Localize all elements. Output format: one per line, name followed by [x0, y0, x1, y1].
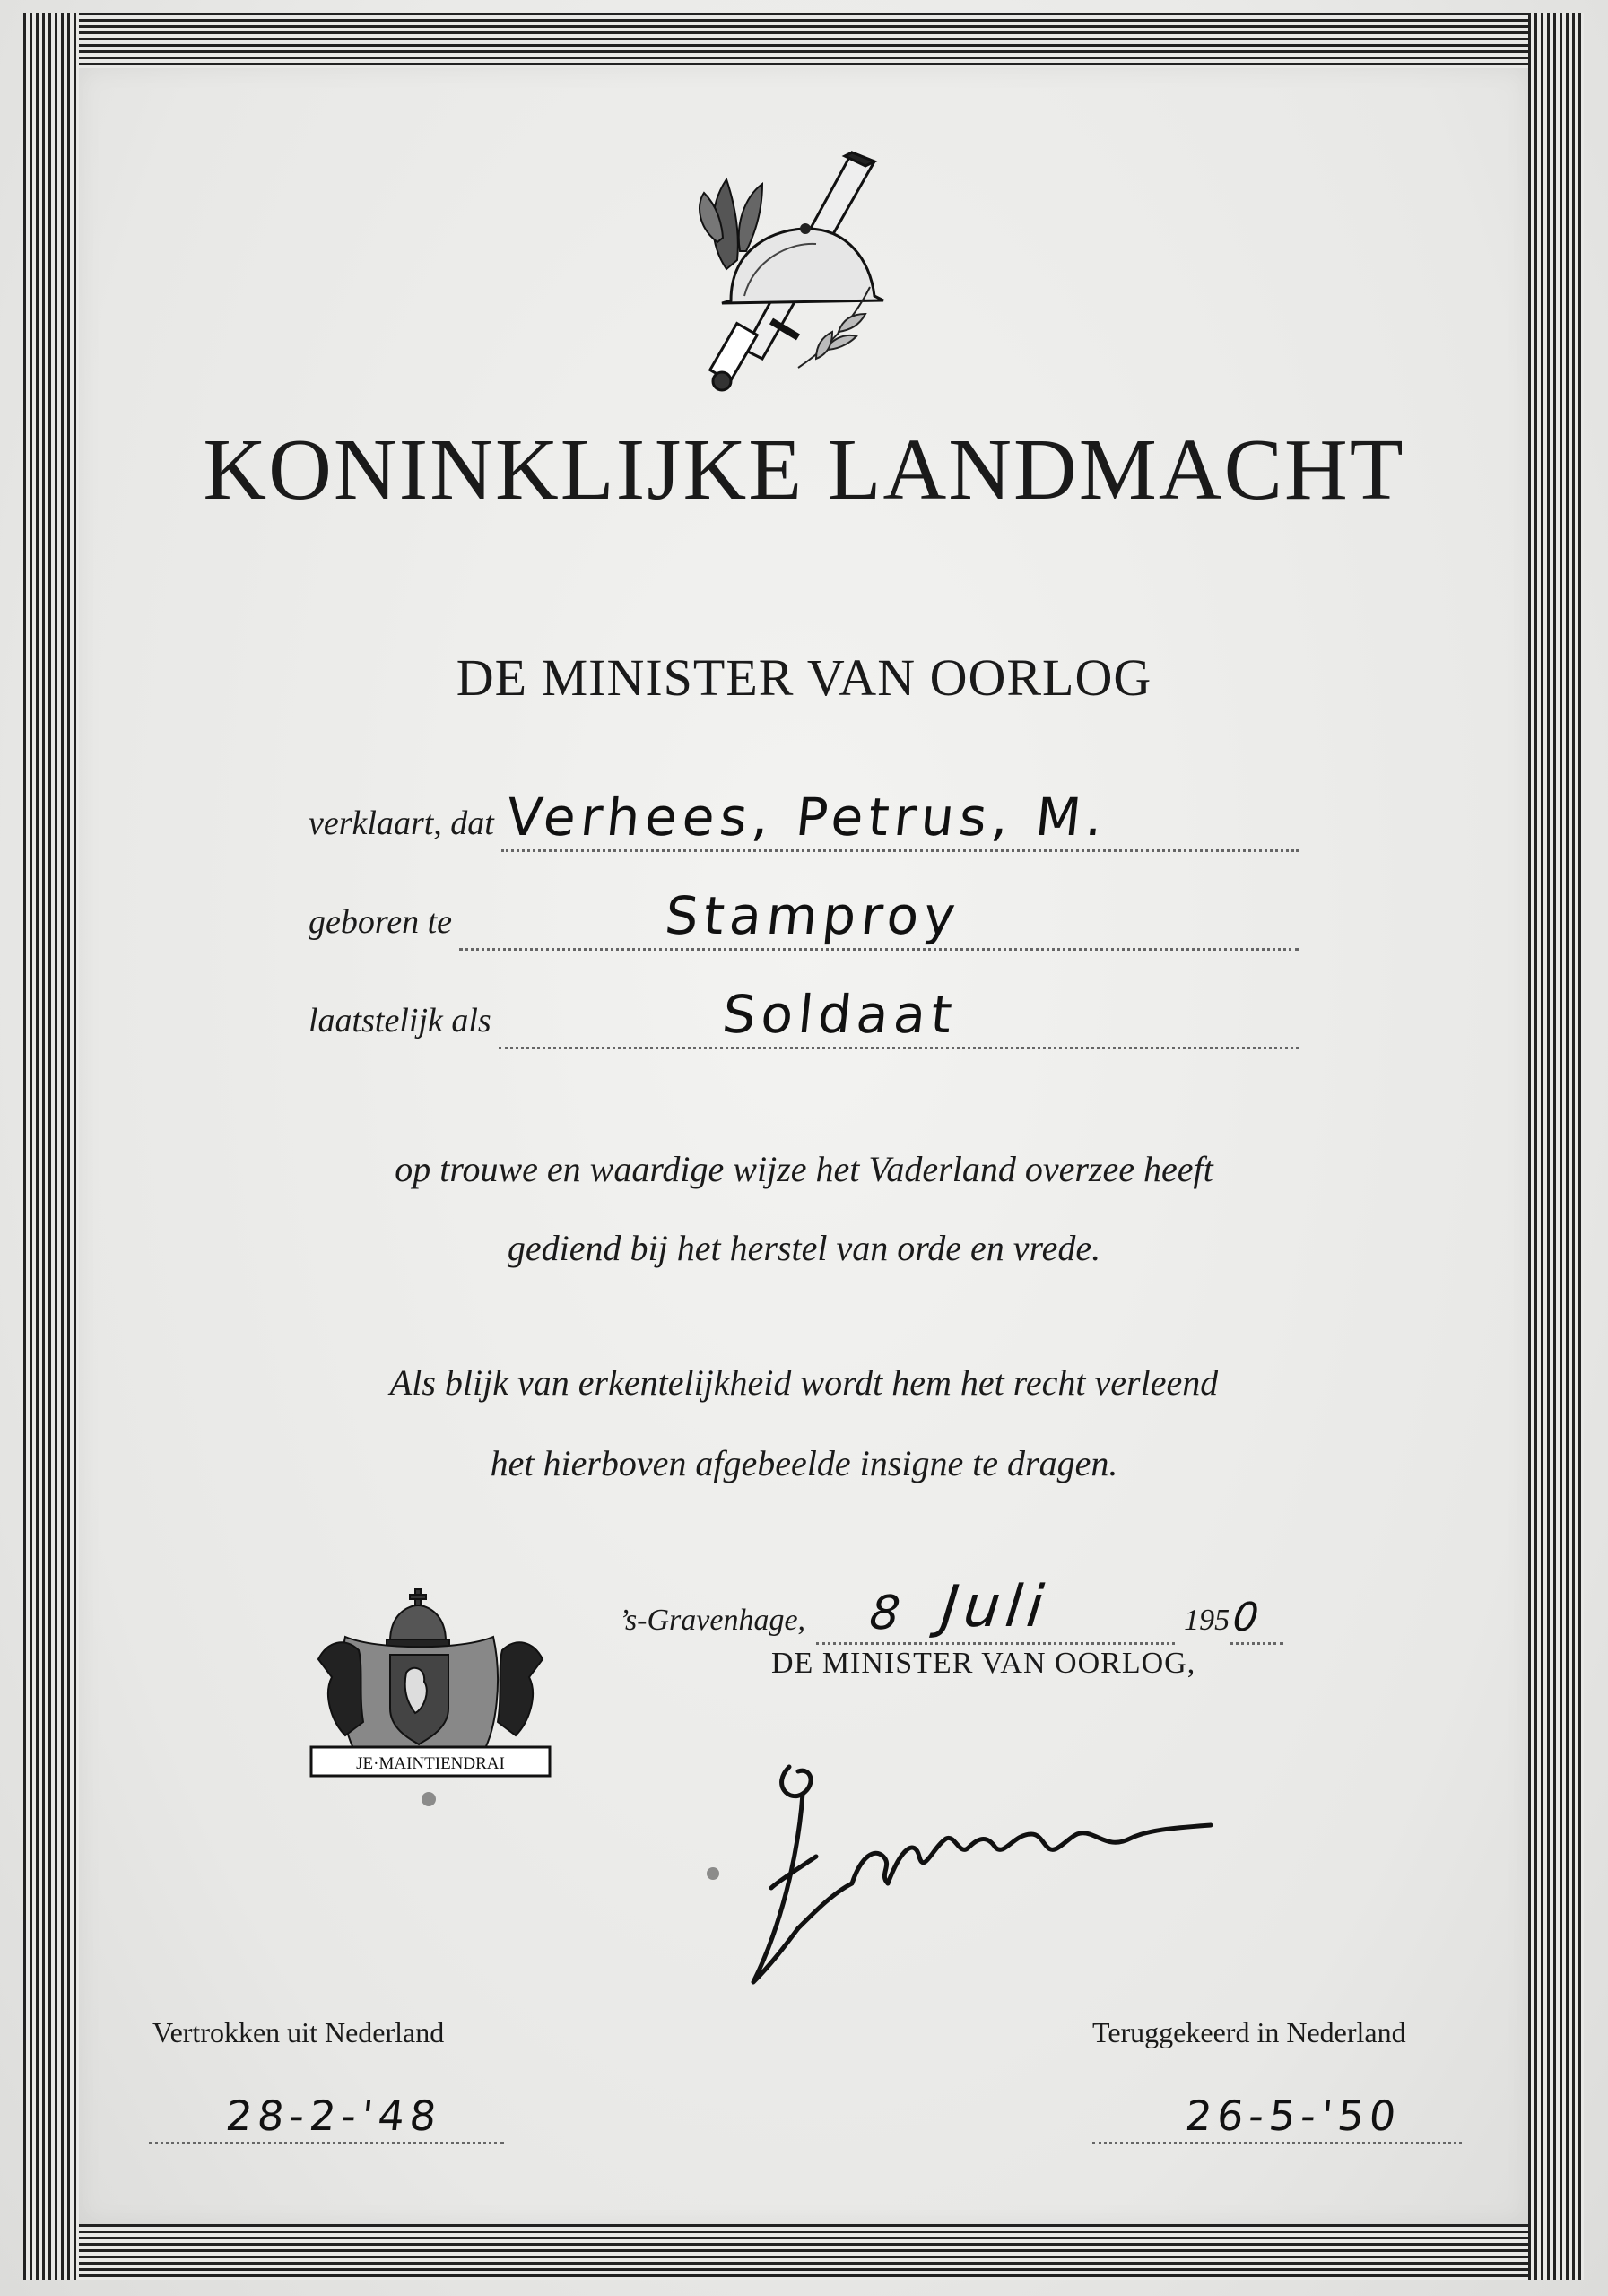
ink-stain	[422, 1792, 436, 1806]
coat-of-arms-icon	[309, 1587, 552, 1780]
departed-date: 28-2-'48	[223, 2092, 445, 2140]
departed-label: Vertrokken uit Nederland	[152, 2016, 445, 2048]
year-line	[1230, 1579, 1283, 1645]
place-date	[619, 1573, 1327, 1645]
paragraph-service-line-2: gediend bij het herstel van orde en vrede.	[507, 1228, 1101, 1268]
returned-date-line	[1092, 2079, 1462, 2144]
returned-label: Teruggekeerd in Nederland	[1092, 2016, 1406, 2048]
helmet-sword-insignia-icon	[691, 144, 906, 404]
handwritten-signature-icon	[735, 1749, 1256, 2000]
date-day: 8	[866, 1587, 908, 1640]
place-label: ’s-Gravenhage,	[619, 1604, 806, 1637]
border-top	[23, 13, 1584, 68]
paragraph-award-line-2: het hierboven afgebeelde insigne te dragen.	[490, 1443, 1118, 1483]
field-laatstelijk	[309, 984, 1299, 1049]
field-laatstelijk-label: laatstelijk als	[309, 1002, 491, 1039]
departed-date-line	[149, 2079, 504, 2144]
field-geboren	[309, 885, 1299, 951]
page-title: KONINKLIJKE LANDMACHT	[203, 422, 1405, 518]
field-laatstelijk-value: Soldaat	[719, 984, 960, 1045]
field-verklaart-value: Verhees, Petrus, M.	[503, 787, 1111, 848]
field-verklaart-label: verklaart, dat	[309, 804, 494, 842]
field-geboren-label: geboren te	[309, 903, 453, 941]
field-laatstelijk-line	[499, 984, 1299, 1049]
coat-motto: JE·MAINTIENDRAI	[356, 1754, 505, 1773]
paragraph-service-line-1: op trouwe en waardige wijze het Vaderland overzee heeft	[395, 1149, 1213, 1189]
field-geboren-line	[459, 885, 1299, 951]
border-bottom	[23, 2224, 1584, 2280]
returned-date: 26-5-'50	[1183, 2092, 1404, 2140]
signatory-title: DE MINISTER VAN OORLOG,	[771, 1647, 1196, 1680]
issuer-heading: DE MINISTER VAN OORLOG	[456, 648, 1152, 707]
date-month: Juli	[938, 1574, 1052, 1640]
paragraph-award-line-1: Als blijk van erkentelijkheid wordt hem het recht verleend	[389, 1362, 1219, 1403]
field-verklaart	[309, 789, 1299, 852]
date-line	[816, 1574, 1175, 1645]
ink-stain	[707, 1867, 719, 1880]
field-geboren-value: Stamproy	[662, 885, 964, 946]
border-right	[1528, 13, 1584, 2280]
date-year-printed: 195	[1184, 1604, 1230, 1637]
border-left	[23, 13, 79, 2280]
date-year-written: 0	[1230, 1595, 1266, 1640]
field-verklaart-line	[501, 787, 1299, 852]
